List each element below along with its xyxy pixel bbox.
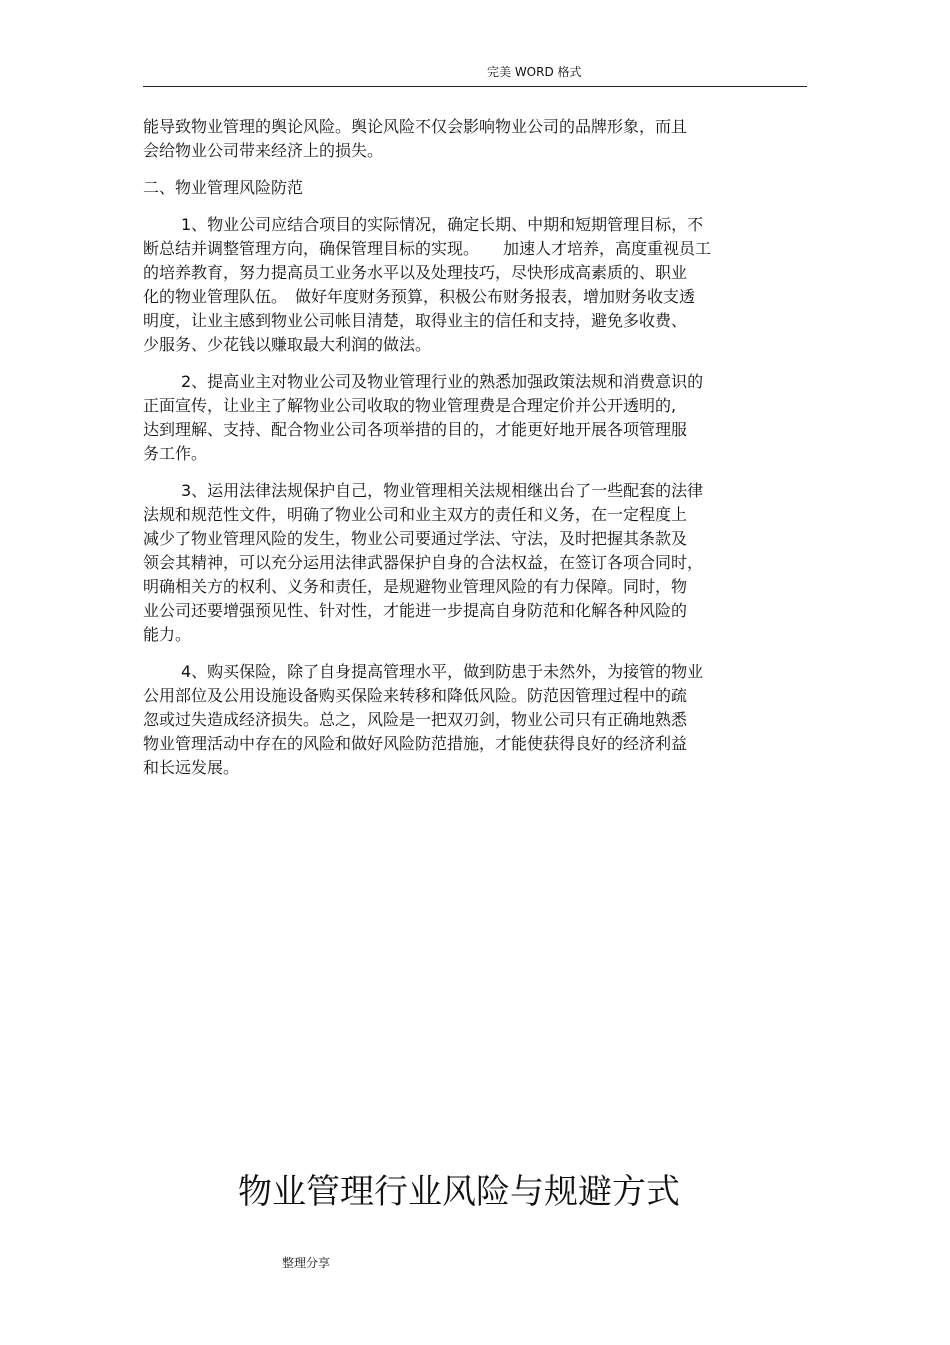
text-line: 的培养教育，努力提高员工业务水平以及处理技巧，尽快形成高素质的、职业 bbox=[143, 263, 688, 282]
text-line: 业公司还要增强预见性、针对性，才能进一步提高自身防范和化解各种风险的 bbox=[143, 601, 688, 620]
text-line: 少服务、少花钱以赚取最大利润的做法。 bbox=[143, 335, 432, 354]
text-line: 断总结并调整管理方向，确保管理目标的实现。 加速人才培养，高度重视员工 bbox=[143, 239, 712, 258]
text-line: 务工作。 bbox=[143, 444, 208, 463]
text-line: 2、提高业主对物业公司及物业管理行业的熟悉加强政策法规和消费意识的 bbox=[181, 372, 704, 391]
heading-text: 二、物业管理风险防范 bbox=[143, 178, 304, 197]
text-line: 4、购买保险，除了自身提高管理水平，做到防患于未然外，为接管的物业 bbox=[181, 662, 704, 681]
text-line: 能力。 bbox=[143, 625, 192, 644]
text-line: 能导致物业管理的舆论风险。舆论风险不仅会影响物业公司的品牌形象，而且 bbox=[143, 117, 688, 136]
text-line: 领会其精神，可以充分运用法律武器保护自身的合法权益，在签订各项合同时， bbox=[143, 553, 704, 572]
header-text: 完美 WORD 格式 bbox=[487, 65, 582, 79]
paragraph-item-1 bbox=[143, 213, 803, 357]
page-header bbox=[143, 62, 807, 87]
text-line: 达到理解、支持、配合物业公司各项举措的目的，才能更好地开展各项管理服 bbox=[143, 420, 688, 439]
text-line: 法规和规范性文件，明确了物业公司和业主双方的责任和义务，在一定程度上 bbox=[143, 505, 688, 524]
text-line: 和长远发展。 bbox=[143, 758, 240, 777]
document-title: 物业管理行业风险与规避方式 bbox=[238, 1172, 680, 1212]
paragraph-continuation bbox=[143, 115, 803, 163]
text-line: 物业管理活动中存在的风险和做好风险防范措施，才能使获得良好的经济利益 bbox=[143, 734, 688, 753]
text-line: 1、物业公司应结合项目的实际情况，确定长期、中期和短期管理目标，不 bbox=[181, 215, 704, 234]
text-line: 正面宣传，让业主了解物业公司收取的物业管理费是合理定价并公开透明的, bbox=[143, 396, 677, 415]
text-line: 3、运用法律法规保护自己，物业管理相关法规相继出台了一些配套的法律 bbox=[181, 481, 704, 500]
paragraph-item-2 bbox=[143, 370, 803, 466]
document-body bbox=[143, 115, 803, 793]
page-footer: 整理分享 bbox=[282, 1256, 331, 1270]
text-line: 化的物业管理队伍。 做好年度财务预算，积极公布财务报表，增加财务收支透 bbox=[143, 287, 696, 306]
text-line: 公用部位及公用设施设备购买保险来转移和降低风险。防范因管理过程中的疏 bbox=[143, 686, 688, 705]
text-line: 明确相关方的权利、义务和责任，是规避物业管理风险的有力保障。同时，物 bbox=[143, 577, 688, 596]
text-line: 忽或过失造成经济损失。总之，风险是一把双刃剑，物业公司只有正确地熟悉 bbox=[143, 710, 688, 729]
paragraph-item-3 bbox=[143, 479, 803, 647]
text-line: 明度，让业主感到物业公司帐目清楚，取得业主的信任和支持，避免多收费、 bbox=[143, 311, 688, 330]
section-heading bbox=[143, 176, 803, 200]
text-line: 减少了物业管理风险的发生，物业公司要通过学法、守法，及时把握其条款及 bbox=[143, 529, 688, 548]
paragraph-item-4 bbox=[143, 660, 803, 780]
text-line: 会给物业公司带来经济上的损失。 bbox=[143, 141, 384, 160]
